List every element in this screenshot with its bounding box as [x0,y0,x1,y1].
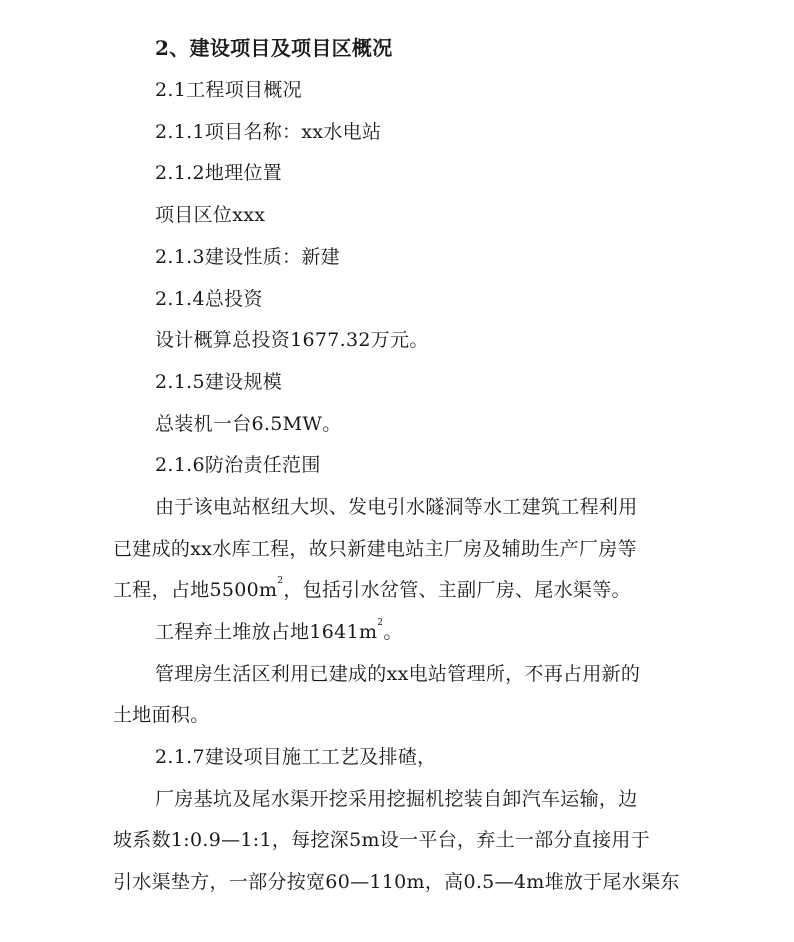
subsection-2-1-3: 2.1.3建设性质：新建 [155,246,340,268]
paragraph-line: 引水渠垫方，一部分按宽60—110m，高0.5—4m堆放于尾水渠东 [113,871,680,893]
subsection-2-1-6: 2.1.6防治责任范围 [155,454,321,476]
spoil-area-text: 工程弃土堆放占地1641m [155,621,378,643]
superscript: 2 [277,576,284,586]
scale-text: 总装机一台6.5MW。 [155,413,342,435]
paragraph-line: 坡系数1:0.9—1:1，每挖深5m设一平台，弃土一部分直接用于 [113,829,650,851]
paragraph-line: 土地面积。 [113,704,210,726]
superscript: 2 [377,618,384,628]
investment-text: 设计概算总投资1677.32万元。 [155,329,429,351]
paragraph-line [113,577,631,603]
subsection-2-1-4: 2.1.4总投资 [155,288,263,310]
paragraph-line [155,619,403,645]
subsection-2-1-5: 2.1.5建设规模 [155,371,283,393]
section-heading: 2、建设项目及项目区概况 [155,36,393,60]
subsection-2-1-7: 2.1.7建设项目施工工艺及排碴， [155,746,437,768]
spoil-area-end: 。 [383,621,403,643]
subsection-2-1-2: 2.1.2地理位置 [155,162,283,184]
area-text: 工程，占地5500m [113,579,278,601]
paragraph-line: 已建成的xx水库工程，故只新建电站主厂房及辅助生产厂房等 [113,538,637,560]
paragraph-line: 管理房生活区利用已建成的xx电站管理所，不再占用新的 [155,663,641,685]
area-text-rest: ，包括引水岔管、主副厂房、尾水渠等。 [283,579,631,601]
subsection-2-1: 2.1工程项目概况 [155,79,302,101]
location-text: 项目区位xxx [155,204,266,226]
subsection-2-1-1: 2.1.1项目名称：xx水电站 [155,121,382,143]
paragraph-line: 厂房基坑及尾水渠开挖采用挖掘机挖装自卸汽车运输，边 [155,788,638,810]
paragraph-line: 由于该电站枢纽大坝、发电引水隧洞等水工建筑工程利用 [155,496,638,518]
